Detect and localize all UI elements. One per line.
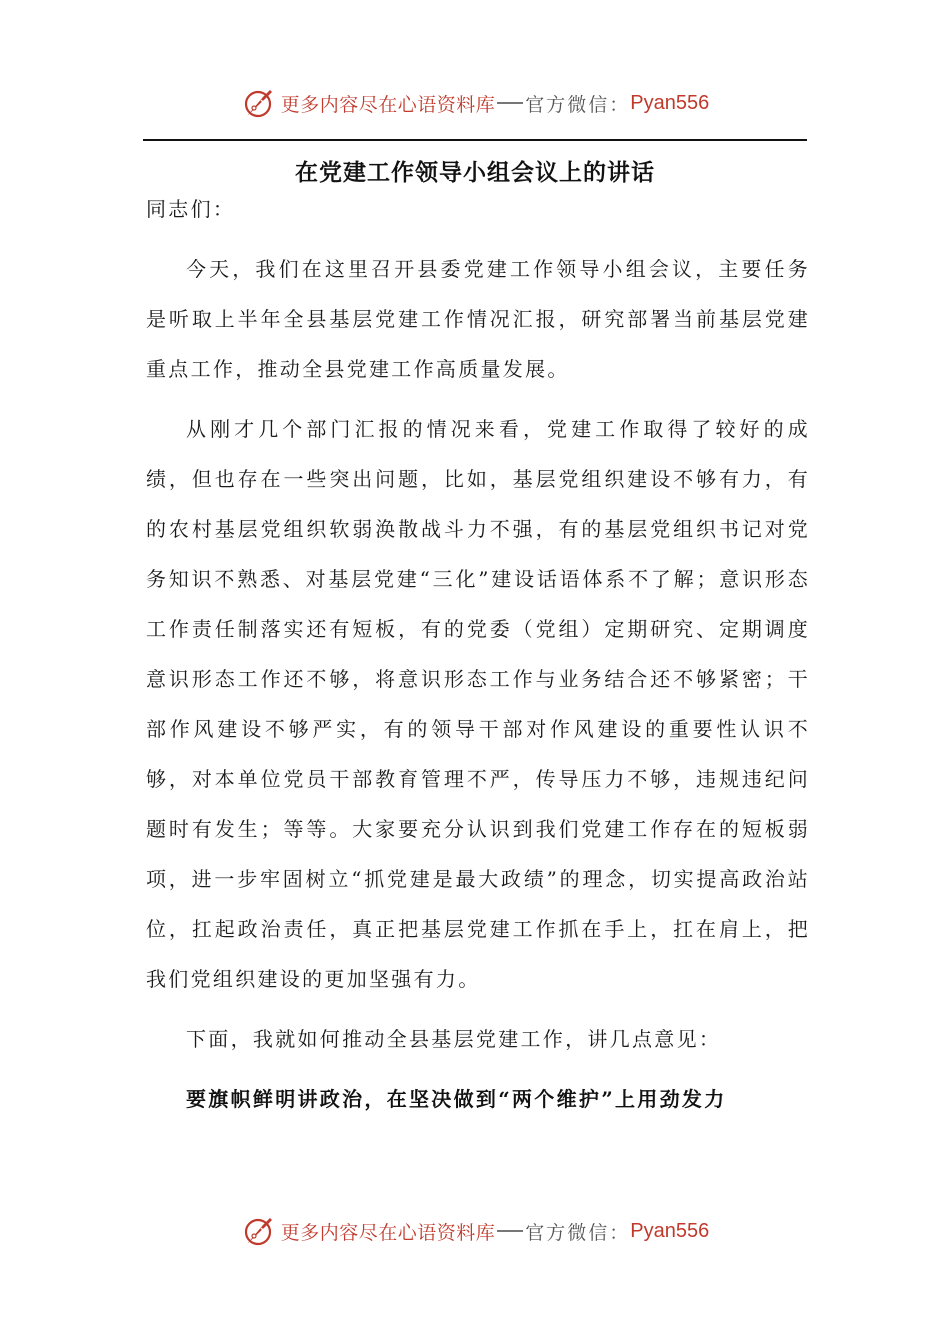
header-rule — [143, 139, 807, 141]
pen-nib-logo-icon — [241, 1213, 277, 1249]
banner-wechat-label: 官方微信： — [525, 93, 631, 116]
banner-wechat-id: Pyan556 — [630, 91, 710, 114]
section-heading: 要旗帜鲜明讲政治，在坚决做到“两个维护”上用劲发力 — [186, 1087, 727, 1111]
salutation: 同志们： — [146, 197, 236, 221]
paragraph-2: 从刚才几个部门汇报的情况来看，党建工作取得了较好的成绩，但也存在一些突出问题，比如，基层党组织建设不够有力，有的农村基层党组织软弱涣散战斗力不强，有的基层党组织书记对党务知识不熟悉、对基层党建“三化”建设话语体系不了解；意识形态工作责任制落实还有短板，有的党委（党组）定期研究、定期调度意识形态工作还不够，将意识形态工作与业务结合还不够紧密；干部作风建设不够严实，有的领导干部对作风建设的重要性认识不够，对本单位党员干部教育管理不严，传导压力不够，违规违纪问题时有发生；等等。大家要充分认识到我们党建工作存在的短板弱项，进一步牢固树立“抓党建是最大政绩”的理念，切实提高政治站位，扛起政治责任，真正把基层党建工作抓在手上，扛在肩上，把我们党组织建设的更加坚强有力。 — [146, 417, 810, 991]
banner-dash-divider — [497, 102, 523, 104]
banner-wechat-label: 官方微信： — [525, 1221, 631, 1244]
banner-main-text: 更多内容尽在心语资料库 — [280, 1221, 496, 1244]
header-banner — [0, 80, 950, 126]
pen-nib-logo-icon — [241, 85, 277, 121]
document-title: 在党建工作领导小组会议上的讲话 — [295, 159, 655, 186]
banner-main-text: 更多内容尽在心语资料库 — [280, 93, 496, 116]
banner-dash-divider — [497, 1230, 523, 1232]
footer-banner — [0, 1208, 950, 1254]
paragraph-1: 今天，我们在这里召开县委党建工作领导小组会议，主要任务是听取上半年全县基层党建工作情况汇报，研究部署当前基层党建重点工作，推动全县党建工作高质量发展。 — [146, 257, 810, 381]
banner-wechat-id: Pyan556 — [630, 1219, 710, 1242]
paragraph-3: 下面，我就如何推动全县基层党建工作，讲几点意见： — [186, 1027, 722, 1051]
document-body — [146, 184, 810, 1124]
